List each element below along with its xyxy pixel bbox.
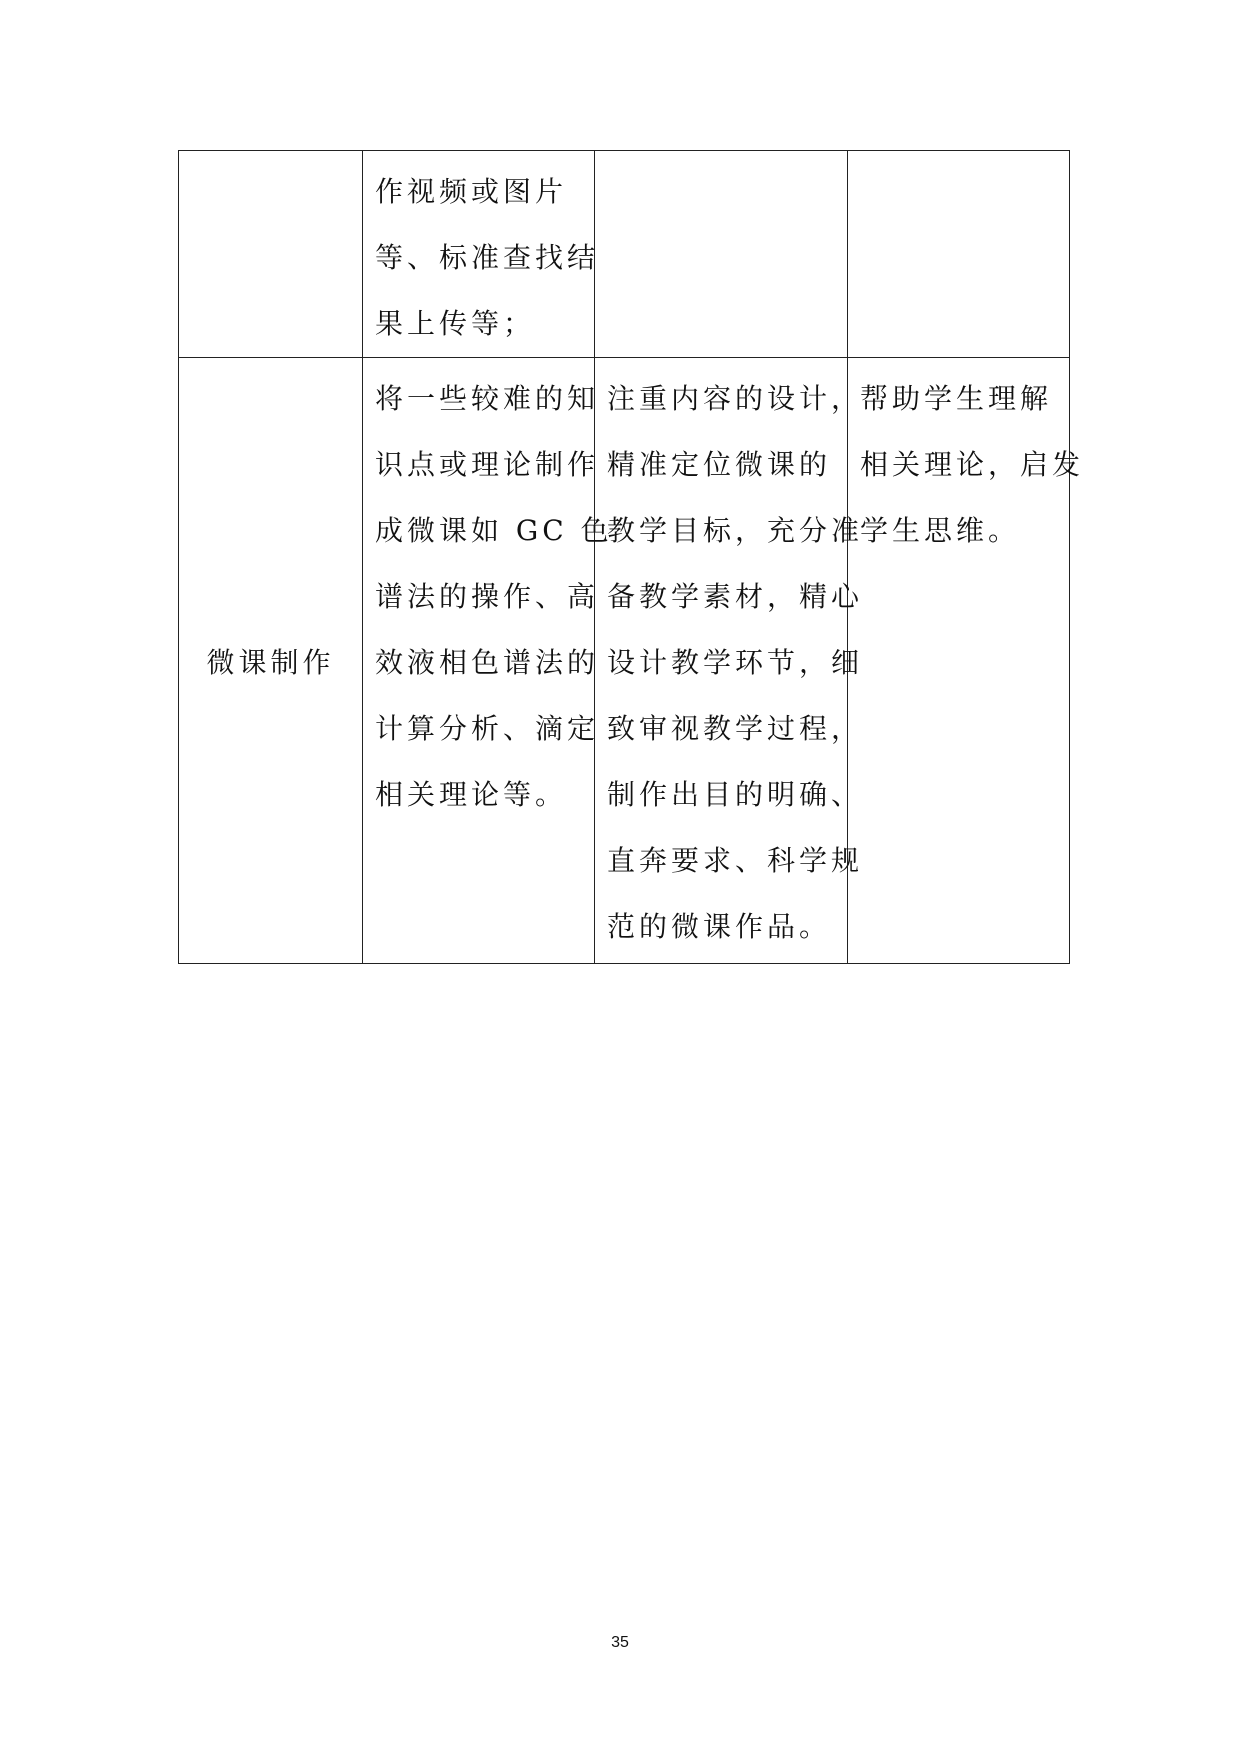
cell-line: 识点或理论制作: [375, 448, 600, 481]
cell-line: 相关理论等。: [375, 778, 568, 811]
table-cell-requirements: [595, 358, 864, 964]
cell-line: 精准定位微课的: [607, 448, 832, 481]
content-table: [178, 150, 1085, 964]
category-label: 微课制作: [206, 645, 335, 679]
cell-line: 教学目标，充分准: [607, 514, 864, 547]
cell-line: 注重内容的设计，: [607, 382, 864, 415]
cell-line: 等、标准查找结: [375, 241, 600, 274]
cell-line: 相关理论，启发: [860, 448, 1085, 481]
cell-line: 计算分析、滴定: [375, 712, 600, 745]
cell-line: 直奔要求、科学规: [607, 844, 864, 877]
table-cell-content: [363, 151, 600, 358]
table-cell-content: [363, 358, 613, 964]
cell-line: 帮助学生理解: [860, 382, 1053, 415]
table-row-continued: [179, 151, 1070, 358]
table-cell-category: [179, 358, 363, 964]
cell-line: 作视频或图片: [375, 175, 568, 208]
cell-line: 效液相色谱法的: [375, 646, 600, 679]
cell-line: 设计教学环节，细: [607, 646, 864, 679]
cell-line: 学生思维。: [860, 514, 1021, 547]
cell-line: 制作出目的明确、: [607, 778, 864, 811]
page-number: 35: [611, 1634, 629, 1651]
table-cell-purpose: [848, 151, 1070, 358]
cell-line: 谱法的操作、高: [375, 580, 600, 613]
table-cell-purpose: [848, 358, 1085, 964]
cell-line: 成微课如 GC 色: [375, 514, 613, 547]
table-cell-requirements: [595, 151, 848, 358]
cell-line: 致审视教学过程，: [607, 712, 864, 745]
table-row-micro-course: [179, 358, 1070, 964]
cell-line: 将一些较难的知: [375, 382, 600, 415]
cell-line: 果上传等；: [375, 307, 536, 340]
cell-line: 备教学素材，精心: [607, 580, 864, 613]
table-cell-category: [179, 151, 363, 358]
cell-line: 范的微课作品。: [607, 910, 832, 943]
